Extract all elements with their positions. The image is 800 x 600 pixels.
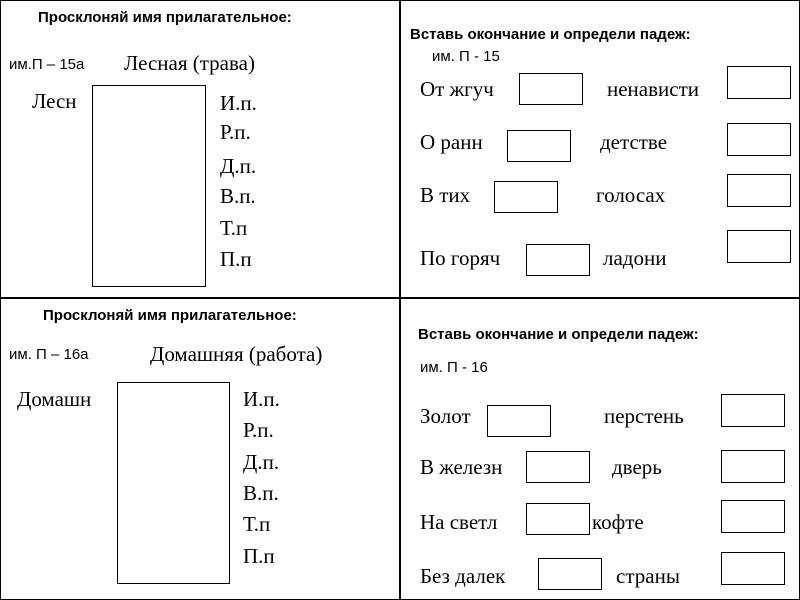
q4-row-left: В железн xyxy=(420,455,503,479)
q4-row-left: Без далек xyxy=(420,564,506,588)
q3-phrase: Домашняя (работа) xyxy=(150,342,323,366)
q2-row-right: ненависти xyxy=(607,77,700,101)
q4-row-left: Золот xyxy=(420,404,471,428)
q3-case: Р.п. xyxy=(243,418,274,442)
q4-row-right: кофте xyxy=(592,510,644,534)
q1-ref: им.П – 15а xyxy=(9,56,85,73)
q1-stem: Лесн xyxy=(32,89,77,113)
q4-title: Вставь окончание и определи падеж: xyxy=(418,326,699,343)
q2-case-box[interactable] xyxy=(727,66,791,99)
q4-ending-box[interactable] xyxy=(538,558,602,590)
q1-case: Д.п. xyxy=(220,154,257,178)
q2-row-left: О ранн xyxy=(420,130,483,154)
q2-row-left: В тих xyxy=(420,183,471,207)
q3-case: Т.п xyxy=(243,512,271,536)
q4-case-box[interactable] xyxy=(721,450,785,483)
q2-ref: им. П - 15 xyxy=(432,48,500,65)
horizontal-divider xyxy=(0,297,800,299)
q2-case-box[interactable] xyxy=(727,174,791,207)
q4-row-right: дверь xyxy=(612,455,662,479)
q1-answer-box[interactable] xyxy=(92,85,206,287)
q3-case: Д.п. xyxy=(243,450,280,474)
q1-case: И.п. xyxy=(220,91,257,115)
q4-row-left: На светл xyxy=(420,510,498,534)
q4-case-box[interactable] xyxy=(721,552,785,585)
q2-ending-box[interactable] xyxy=(526,244,590,276)
q4-row-right: перстень xyxy=(604,404,684,428)
q4-ending-box[interactable] xyxy=(526,503,590,535)
q4-row-right: страны xyxy=(616,564,680,588)
q4-ref: им. П - 16 xyxy=(420,359,488,376)
vertical-divider xyxy=(399,0,401,600)
q1-case: В.п. xyxy=(220,184,256,208)
q3-case: П.п xyxy=(243,544,275,568)
q2-row-right: голосах xyxy=(596,183,666,207)
q2-row-right: ладони xyxy=(603,246,667,270)
q2-row-right: детстве xyxy=(600,130,668,154)
q2-row-left: От жгуч xyxy=(420,77,494,101)
q3-case: И.п. xyxy=(243,387,280,411)
q4-ending-box[interactable] xyxy=(487,405,551,437)
q2-ending-box[interactable] xyxy=(494,181,558,213)
q2-ending-box[interactable] xyxy=(507,130,571,162)
q3-title: Просклоняй имя прилагательное: xyxy=(43,307,297,324)
q1-title: Просклоняй имя прилагательное: xyxy=(38,9,292,26)
q4-case-box[interactable] xyxy=(721,394,785,427)
q2-row-left: По горяч xyxy=(420,246,501,270)
q3-answer-box[interactable] xyxy=(117,382,230,584)
q1-case: Т.п xyxy=(220,216,248,240)
q4-case-box[interactable] xyxy=(721,500,785,533)
q1-case: Р.п. xyxy=(220,120,251,144)
q2-case-box[interactable] xyxy=(727,230,791,263)
q3-ref: им. П – 16а xyxy=(9,346,89,363)
q3-case: В.п. xyxy=(243,481,279,505)
q4-ending-box[interactable] xyxy=(526,451,590,483)
q3-stem: Домашн xyxy=(17,387,92,411)
q1-phrase: Лесная (трава) xyxy=(124,51,255,75)
q2-case-box[interactable] xyxy=(727,123,791,156)
q2-title: Вставь окончание и определи падеж: xyxy=(410,26,691,43)
q1-case: П.п xyxy=(220,247,252,271)
q2-ending-box[interactable] xyxy=(519,73,583,105)
